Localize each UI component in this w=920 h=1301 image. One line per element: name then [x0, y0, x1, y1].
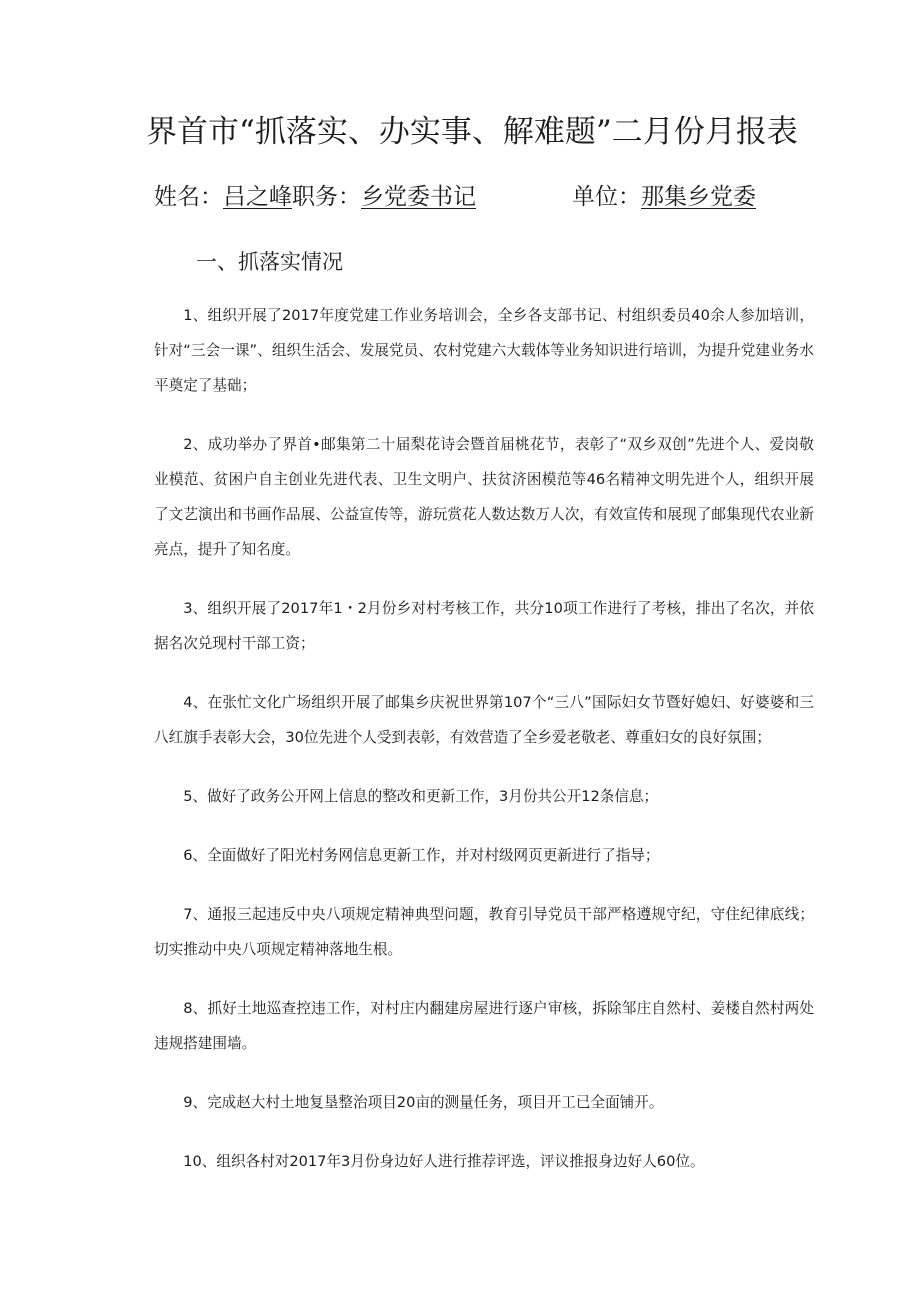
- paragraph-10: 10、组织各村对2017年3月份身边好人进行推荐评选，评议推报身边好人60位。: [183, 1153, 705, 1170]
- paragraph-7: 7、通报三起违反中央八项规定精神典型问题，教育引导党员干部严格遵规守纪，守住纪律底线；切实推动中央八项规定精神落地生根。: [154, 906, 814, 958]
- paragraph-6: 6、全面做好了阳光村务网信息更新工作，并对村级网页更新进行了指导；: [183, 847, 660, 864]
- name-value: 吕之峰: [223, 184, 292, 210]
- position-label: 职务：: [292, 184, 361, 210]
- paragraph-1: 1、组织开展了2017年度党建工作业务培训会，全乡各支部书记、村组织委员40余人参加培训，针对“三会一课”、组织生活会、发展党员、农村党建六大载体等业务知识进行培训，为提升党建业务水平奠定了基础；: [154, 307, 814, 394]
- name-label: 姓名：: [154, 184, 223, 210]
- paragraph-list: [154, 298, 814, 1203]
- position-value: 乡党委书记: [361, 184, 476, 210]
- document-title: 界首市“抓落实、办实事、解难题”二月份月报表: [146, 114, 798, 150]
- section-heading: 一、抓落实情况: [196, 250, 343, 274]
- unit-info: [572, 180, 756, 214]
- paragraph-4: 4、在张忙文化广场组织开展了邮集乡庆祝世界第107个“三八”国际妇女节暨好媳妇、好婆婆和三八红旗手表彰大会，30位先进个人受到表彰，有效营造了全乡爱老敬老、尊重妇女的良好氛围；: [154, 694, 814, 746]
- author-info: [154, 180, 476, 214]
- paragraph-2: 2、成功举办了界首•邮集第二十届梨花诗会暨首届桃花节，表彰了“双乡双创”先进个人、爱岗敬业模范、贫困户自主创业先进代表、卫生文明户、扶贫济困模范等46名精神文明先进个人，组织开展了文艺演出和书画作品展、公益宣传等，游玩赏花人数达数万人次，有效宣传和展现了邮集现代农业新亮点，提升了知名度。: [154, 436, 814, 558]
- paragraph-9: 9、完成赵大村土地复垦整治项目20亩的测量任务，项目开工已全面铺开。: [183, 1094, 664, 1111]
- paragraph-5: 5、做好了政务公开网上信息的整改和更新工作，3月份共公开12条信息；: [183, 788, 659, 805]
- paragraph-3: 3、组织开展了2017年1・2月份乡对村考核工作，共分10项工作进行了考核，排出了名次，并依据名次兑现村干部工资；: [154, 600, 814, 652]
- unit-value: 那集乡党委: [641, 184, 756, 210]
- unit-label: 单位：: [572, 184, 641, 210]
- paragraph-8: 8、抓好土地巡查控违工作，对村庄内翻建房屋进行逐户审核，拆除邹庄自然村、姜楼自然村两处违规搭建围墙。: [154, 1000, 814, 1052]
